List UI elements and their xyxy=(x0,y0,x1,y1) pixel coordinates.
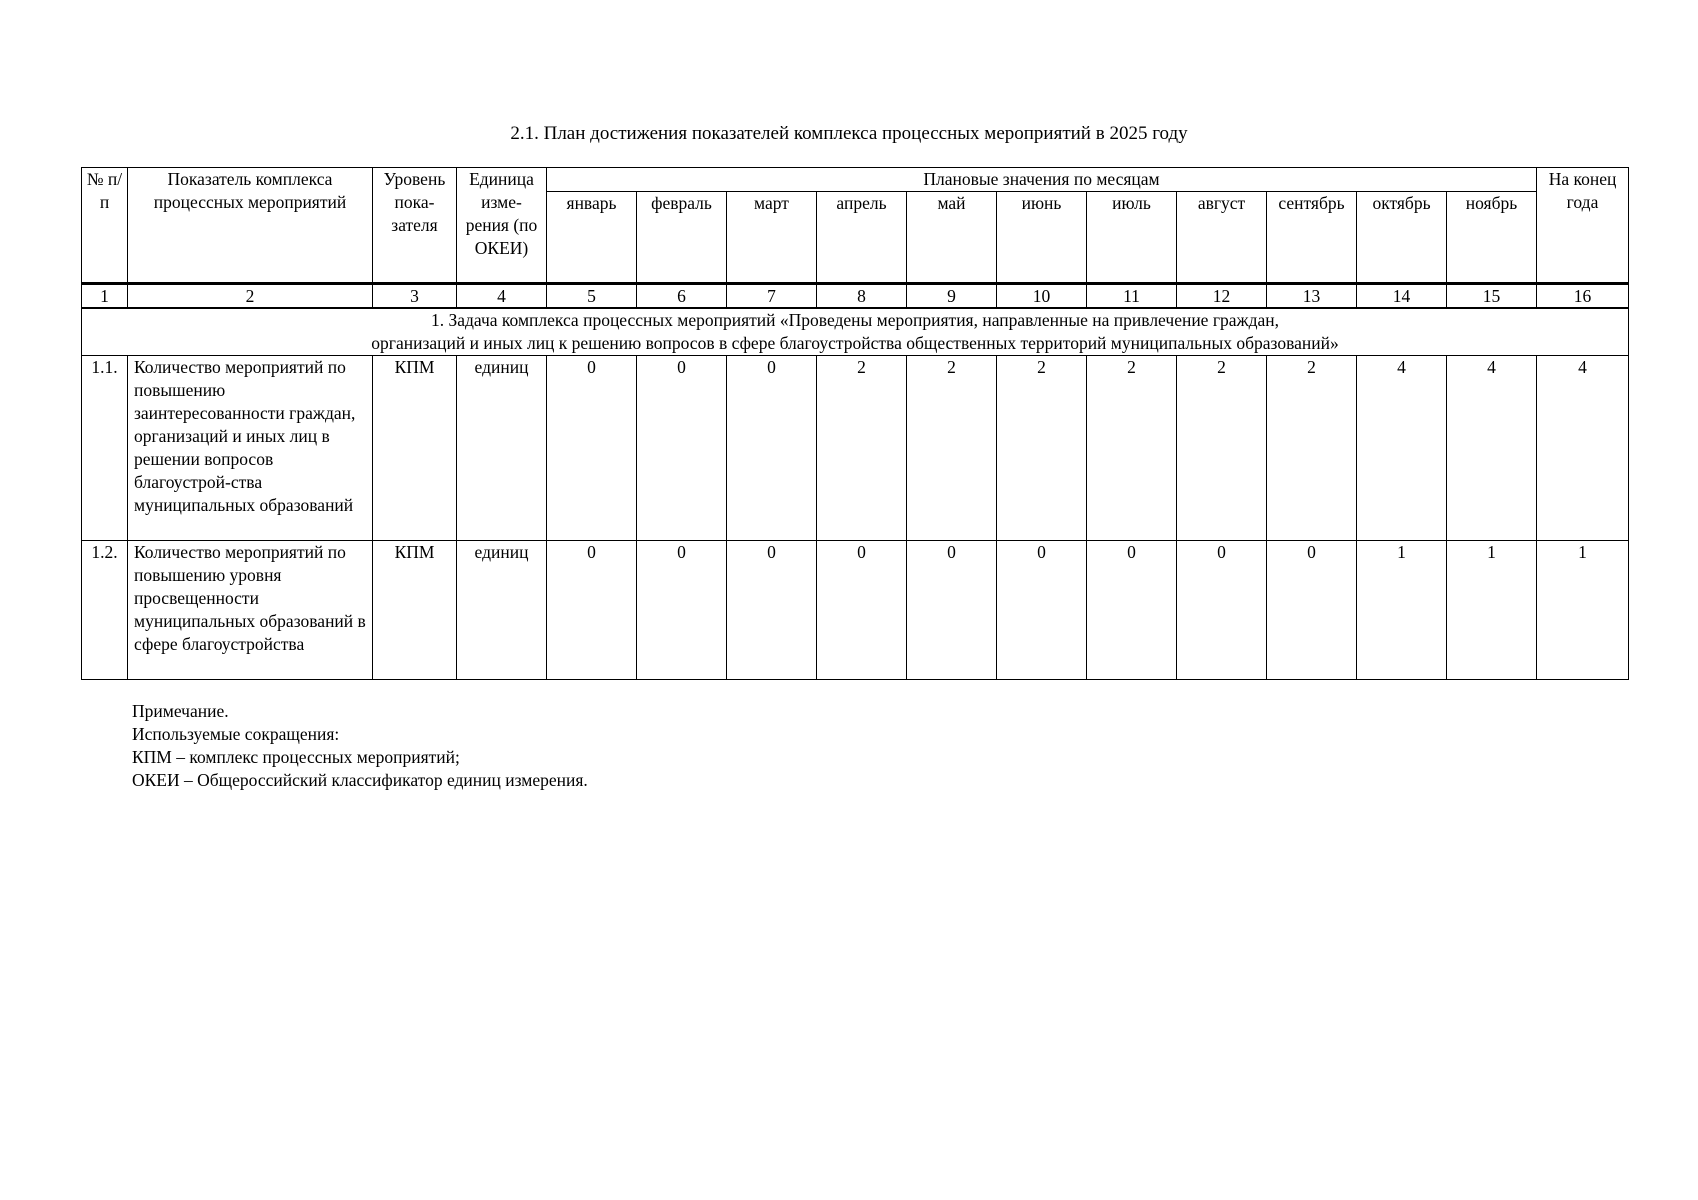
column-number: 5 xyxy=(547,284,637,309)
column-number: 11 xyxy=(1087,284,1177,309)
column-number: 15 xyxy=(1447,284,1537,309)
column-number: 10 xyxy=(997,284,1087,309)
plan-table xyxy=(81,167,1629,680)
column-numbers-row xyxy=(82,284,1629,309)
row-num: 1.2. xyxy=(82,541,128,680)
month-header: июнь xyxy=(997,192,1087,284)
table-row xyxy=(82,356,1629,541)
header-plan: Плановые значения по месяцам xyxy=(547,168,1537,192)
row-value: 1 xyxy=(1447,541,1537,680)
month-header: сентябрь xyxy=(1267,192,1357,284)
row-indicator: Количество мероприятий по повышению уровня просвещенности муниципальных образований в сфере благоустройства xyxy=(128,541,373,680)
note-title: Примечание. xyxy=(132,701,229,721)
row-level: КПМ xyxy=(373,356,457,541)
header-level: Уровень пока-зателя xyxy=(373,168,457,284)
column-number: 16 xyxy=(1537,284,1629,309)
row-value: 4 xyxy=(1447,356,1537,541)
header-num: № п/п xyxy=(82,168,128,284)
row-value: 0 xyxy=(1267,541,1357,680)
row-value: 2 xyxy=(907,356,997,541)
column-number: 3 xyxy=(373,284,457,309)
row-level: КПМ xyxy=(373,541,457,680)
column-number: 8 xyxy=(817,284,907,309)
row-value: 0 xyxy=(817,541,907,680)
row-value: 0 xyxy=(637,356,727,541)
row-value: 2 xyxy=(1177,356,1267,541)
row-value: 0 xyxy=(907,541,997,680)
row-indicator: Количество мероприятий по повышению заинтересованности граждан, организаций и иных лиц в решении вопросов благоустрой-ства муниципальных образований xyxy=(128,356,373,541)
column-number: 14 xyxy=(1357,284,1447,309)
note-kpm: КПМ – комплекс процессных мероприятий; xyxy=(132,747,460,767)
month-header: февраль xyxy=(637,192,727,284)
month-header: май xyxy=(907,192,997,284)
row-value: 0 xyxy=(547,541,637,680)
row-value: 0 xyxy=(547,356,637,541)
row-value: 0 xyxy=(997,541,1087,680)
row-value: 2 xyxy=(1267,356,1357,541)
month-header: март xyxy=(727,192,817,284)
column-number: 1 xyxy=(82,284,128,309)
row-value: 2 xyxy=(997,356,1087,541)
row-value: 0 xyxy=(637,541,727,680)
row-end: 4 xyxy=(1537,356,1629,541)
task-line-2: организаций и иных лиц к решению вопросов в сфере благоустройства общественных территорий муниципальных образований» xyxy=(371,333,1339,353)
header-end: На конец года xyxy=(1537,168,1629,284)
task-row xyxy=(82,308,1629,356)
task-line-1: 1. Задача комплекса процессных мероприятий «Проведены мероприятия, направленные на привлечение граждан, xyxy=(430,310,1280,330)
column-number: 13 xyxy=(1267,284,1357,309)
month-header: январь xyxy=(547,192,637,284)
month-header: ноябрь xyxy=(1447,192,1537,284)
row-value: 2 xyxy=(1087,356,1177,541)
notes-block xyxy=(132,700,588,792)
row-value: 0 xyxy=(1177,541,1267,680)
note-abbreviations: Используемые сокращения: xyxy=(132,724,340,744)
column-number: 2 xyxy=(128,284,373,309)
row-num: 1.1. xyxy=(82,356,128,541)
row-unit: единиц xyxy=(457,356,547,541)
header-indicator: Показатель комплекса процессных мероприятий xyxy=(128,168,373,284)
column-number: 6 xyxy=(637,284,727,309)
header-unit: Единица изме-рения (по ОКЕИ) xyxy=(457,168,547,284)
row-value: 0 xyxy=(727,541,817,680)
table-row xyxy=(82,541,1629,680)
month-header: август xyxy=(1177,192,1267,284)
row-unit: единиц xyxy=(457,541,547,680)
column-number: 4 xyxy=(457,284,547,309)
note-okei: ОКЕИ – Общероссийский классификатор единиц измерения. xyxy=(132,770,588,790)
row-value: 0 xyxy=(1087,541,1177,680)
column-number: 7 xyxy=(727,284,817,309)
task-heading xyxy=(82,308,1629,356)
row-value: 0 xyxy=(727,356,817,541)
month-header: октябрь xyxy=(1357,192,1447,284)
month-header: апрель xyxy=(817,192,907,284)
row-value: 2 xyxy=(817,356,907,541)
column-number: 9 xyxy=(907,284,997,309)
row-value: 1 xyxy=(1357,541,1447,680)
column-number: 12 xyxy=(1177,284,1267,309)
month-header: июль xyxy=(1087,192,1177,284)
row-value: 4 xyxy=(1357,356,1447,541)
row-end: 1 xyxy=(1537,541,1629,680)
table-title: 2.1. План достижения показателей комплекса процессных мероприятий в 2025 году xyxy=(510,123,1188,144)
